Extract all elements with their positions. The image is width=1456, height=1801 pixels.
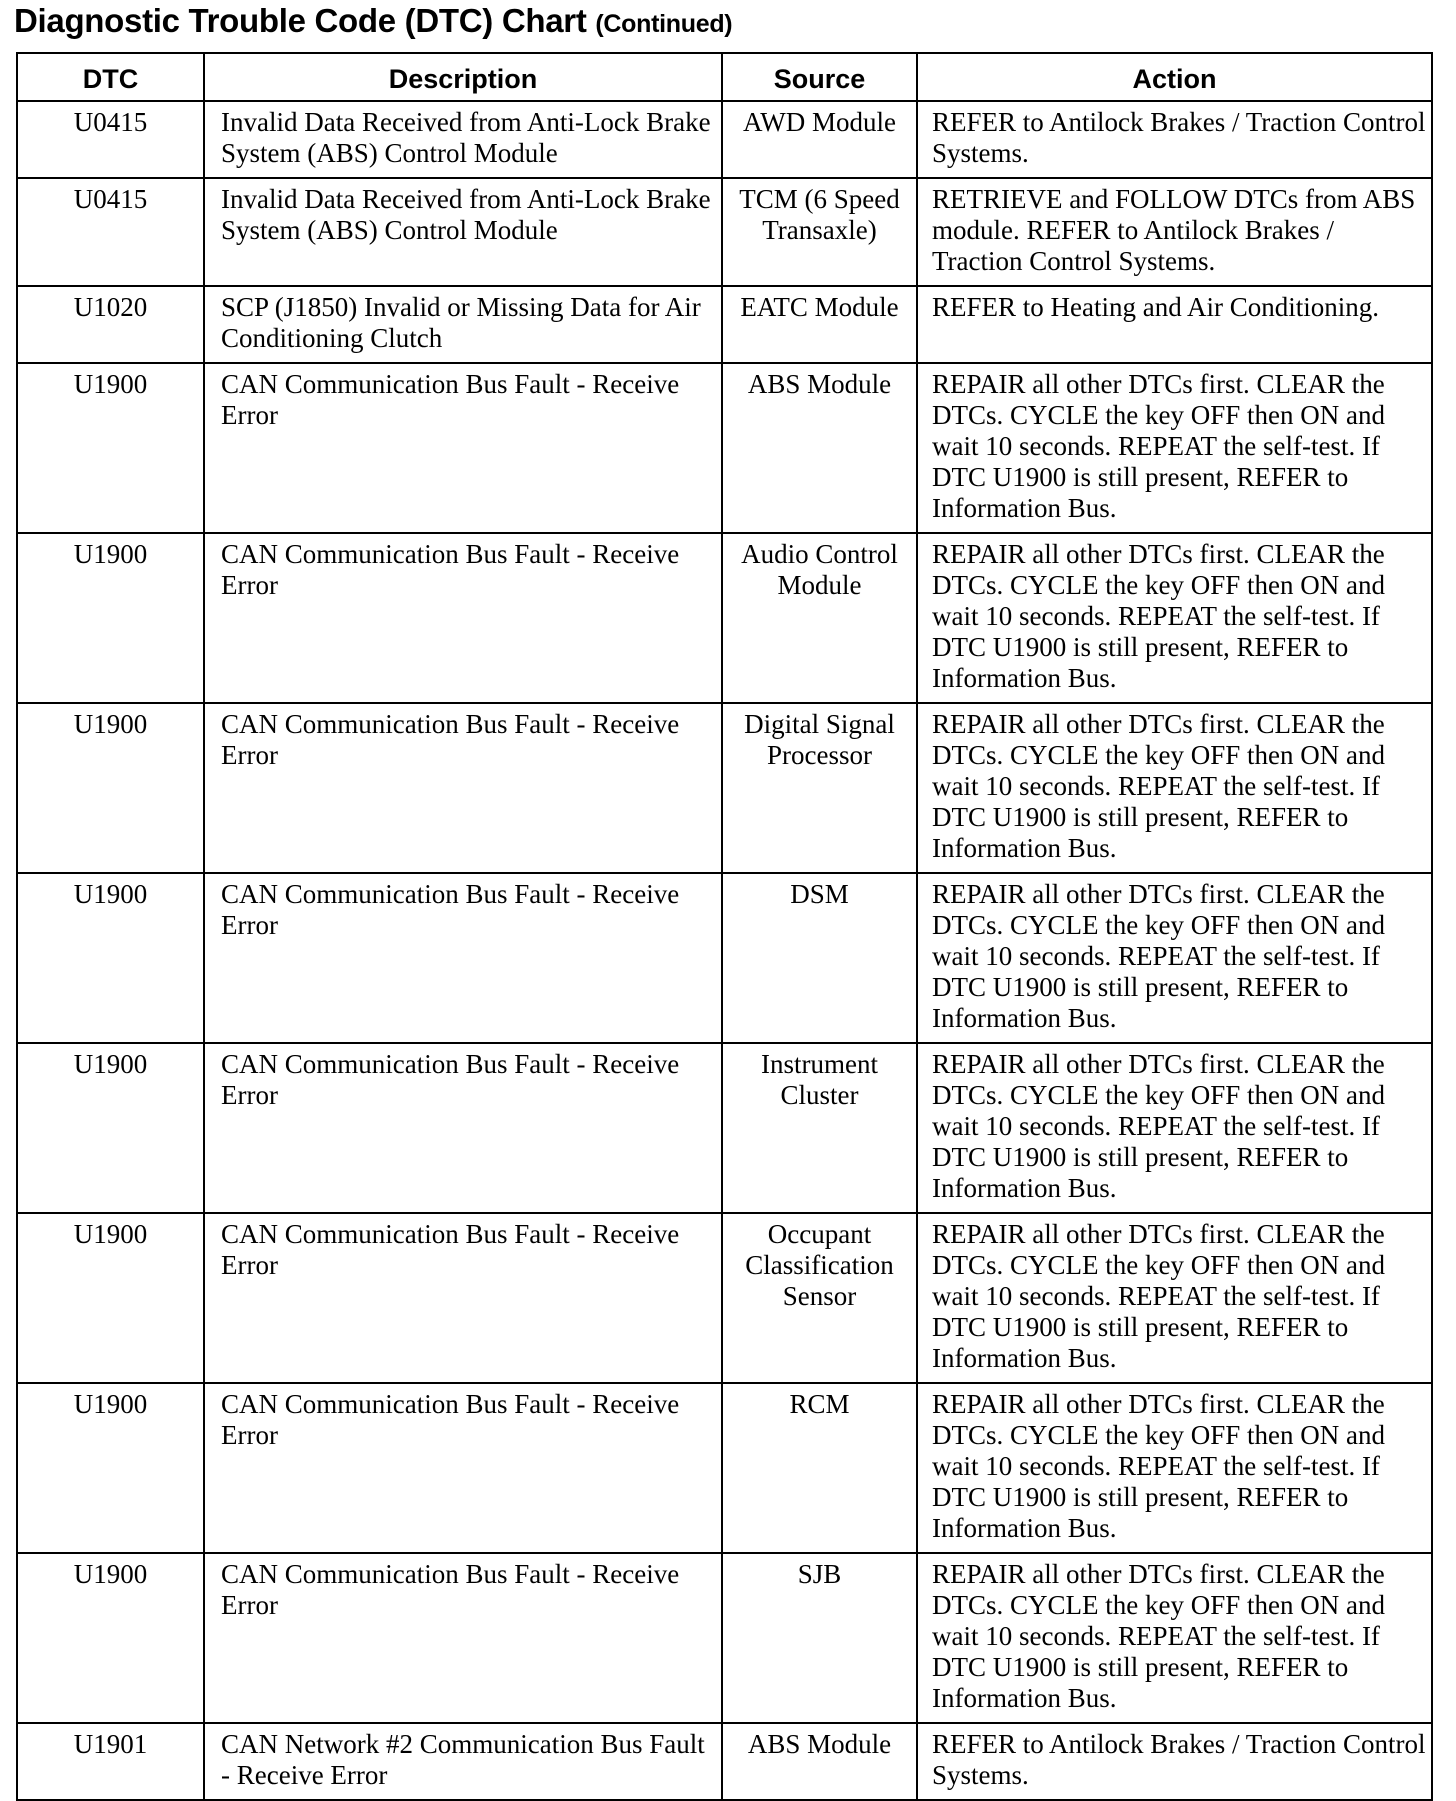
table-row bbox=[17, 363, 1432, 533]
cell-action: REPAIR all other DTCs first. CLEAR the DTCs. CYCLE the key OFF then ON and wait 10 seconds. REPEAT the self-test. If DTC U1900 is still present, REFER to Information Bus. bbox=[917, 1043, 1432, 1213]
cell-source: Digital Signal Processor bbox=[722, 703, 917, 873]
page-title-main: Diagnostic Trouble Code (DTC) Chart bbox=[14, 2, 587, 39]
table-row bbox=[17, 1213, 1432, 1383]
cell-source: TCM (6 Speed Transaxle) bbox=[722, 178, 917, 286]
table-row bbox=[17, 178, 1432, 286]
cell-dtc: U1900 bbox=[17, 873, 204, 1043]
cell-source: EATC Module bbox=[722, 286, 917, 363]
cell-action: REPAIR all other DTCs first. CLEAR the DTCs. CYCLE the key OFF then ON and wait 10 seconds. REPEAT the self-test. If DTC U1900 is still present, REFER to Information Bus. bbox=[917, 703, 1432, 873]
cell-source: SJB bbox=[722, 1553, 917, 1723]
cell-action: REPAIR all other DTCs first. CLEAR the DTCs. CYCLE the key OFF then ON and wait 10 seconds. REPEAT the self-test. If DTC U1900 is still present, REFER to Information Bus. bbox=[917, 363, 1432, 533]
column-header-dtc: DTC bbox=[17, 53, 204, 101]
cell-source: DSM bbox=[722, 873, 917, 1043]
cell-dtc: U1900 bbox=[17, 1213, 204, 1383]
cell-description: CAN Communication Bus Fault - Receive Error bbox=[204, 1043, 722, 1213]
cell-source: ABS Module bbox=[722, 363, 917, 533]
cell-action: REFER to Antilock Brakes / Traction Control Systems. bbox=[917, 1723, 1432, 1800]
cell-dtc: U1900 bbox=[17, 1043, 204, 1213]
cell-source: Occupant Classification Sensor bbox=[722, 1213, 917, 1383]
table-row bbox=[17, 873, 1432, 1043]
cell-action: REPAIR all other DTCs first. CLEAR the DTCs. CYCLE the key OFF then ON and wait 10 seconds. REPEAT the self-test. If DTC U1900 is still present, REFER to Information Bus. bbox=[917, 1383, 1432, 1553]
cell-action: REFER to Heating and Air Conditioning. bbox=[917, 286, 1432, 363]
cell-description: CAN Network #2 Communication Bus Fault - Receive Error bbox=[204, 1723, 722, 1800]
cell-action: REPAIR all other DTCs first. CLEAR the DTCs. CYCLE the key OFF then ON and wait 10 seconds. REPEAT the self-test. If DTC U1900 is still present, REFER to Information Bus. bbox=[917, 1213, 1432, 1383]
cell-description: CAN Communication Bus Fault - Receive Error bbox=[204, 1383, 722, 1553]
table-row bbox=[17, 1043, 1432, 1213]
page-title-suffix: (Continued) bbox=[595, 10, 733, 38]
cell-description: CAN Communication Bus Fault - Receive Error bbox=[204, 703, 722, 873]
cell-description: CAN Communication Bus Fault - Receive Error bbox=[204, 363, 722, 533]
cell-source: AWD Module bbox=[722, 101, 917, 178]
cell-description: CAN Communication Bus Fault - Receive Error bbox=[204, 873, 722, 1043]
page-title bbox=[14, 2, 732, 40]
dtc-table bbox=[16, 52, 1433, 1801]
cell-action: REPAIR all other DTCs first. CLEAR the DTCs. CYCLE the key OFF then ON and wait 10 seconds. REPEAT the self-test. If DTC U1900 is still present, REFER to Information Bus. bbox=[917, 533, 1432, 703]
cell-dtc: U1900 bbox=[17, 1553, 204, 1723]
cell-dtc: U1901 bbox=[17, 1723, 204, 1800]
cell-source: RCM bbox=[722, 1383, 917, 1553]
table-row bbox=[17, 286, 1432, 363]
cell-dtc: U1900 bbox=[17, 363, 204, 533]
cell-action: REFER to Antilock Brakes / Traction Control Systems. bbox=[917, 101, 1432, 178]
cell-description: CAN Communication Bus Fault - Receive Error bbox=[204, 1213, 722, 1383]
cell-action: REPAIR all other DTCs first. CLEAR the DTCs. CYCLE the key OFF then ON and wait 10 seconds. REPEAT the self-test. If DTC U1900 is still present, REFER to Information Bus. bbox=[917, 873, 1432, 1043]
cell-source: Audio Control Module bbox=[722, 533, 917, 703]
cell-dtc: U0415 bbox=[17, 178, 204, 286]
table-row bbox=[17, 1383, 1432, 1553]
table-header-row bbox=[17, 53, 1432, 101]
cell-dtc: U1020 bbox=[17, 286, 204, 363]
table-row bbox=[17, 703, 1432, 873]
cell-description: CAN Communication Bus Fault - Receive Error bbox=[204, 1553, 722, 1723]
cell-dtc: U1900 bbox=[17, 1383, 204, 1553]
table-row bbox=[17, 533, 1432, 703]
cell-source: ABS Module bbox=[722, 1723, 917, 1800]
column-header-action: Action bbox=[917, 53, 1432, 101]
table-row bbox=[17, 101, 1432, 178]
cell-description: Invalid Data Received from Anti-Lock Brake System (ABS) Control Module bbox=[204, 101, 722, 178]
cell-action: REPAIR all other DTCs first. CLEAR the DTCs. CYCLE the key OFF then ON and wait 10 seconds. REPEAT the self-test. If DTC U1900 is still present, REFER to Information Bus. bbox=[917, 1553, 1432, 1723]
cell-source: Instrument Cluster bbox=[722, 1043, 917, 1213]
table-row bbox=[17, 1723, 1432, 1800]
cell-description: Invalid Data Received from Anti-Lock Brake System (ABS) Control Module bbox=[204, 178, 722, 286]
cell-dtc: U0415 bbox=[17, 101, 204, 178]
table-row bbox=[17, 1553, 1432, 1723]
cell-action: RETRIEVE and FOLLOW DTCs from ABS module. REFER to Antilock Brakes / Traction Control Systems. bbox=[917, 178, 1432, 286]
cell-description: CAN Communication Bus Fault - Receive Error bbox=[204, 533, 722, 703]
cell-dtc: U1900 bbox=[17, 703, 204, 873]
cell-description: SCP (J1850) Invalid or Missing Data for Air Conditioning Clutch bbox=[204, 286, 722, 363]
column-header-source: Source bbox=[722, 53, 917, 101]
column-header-description: Description bbox=[204, 53, 722, 101]
cell-dtc: U1900 bbox=[17, 533, 204, 703]
